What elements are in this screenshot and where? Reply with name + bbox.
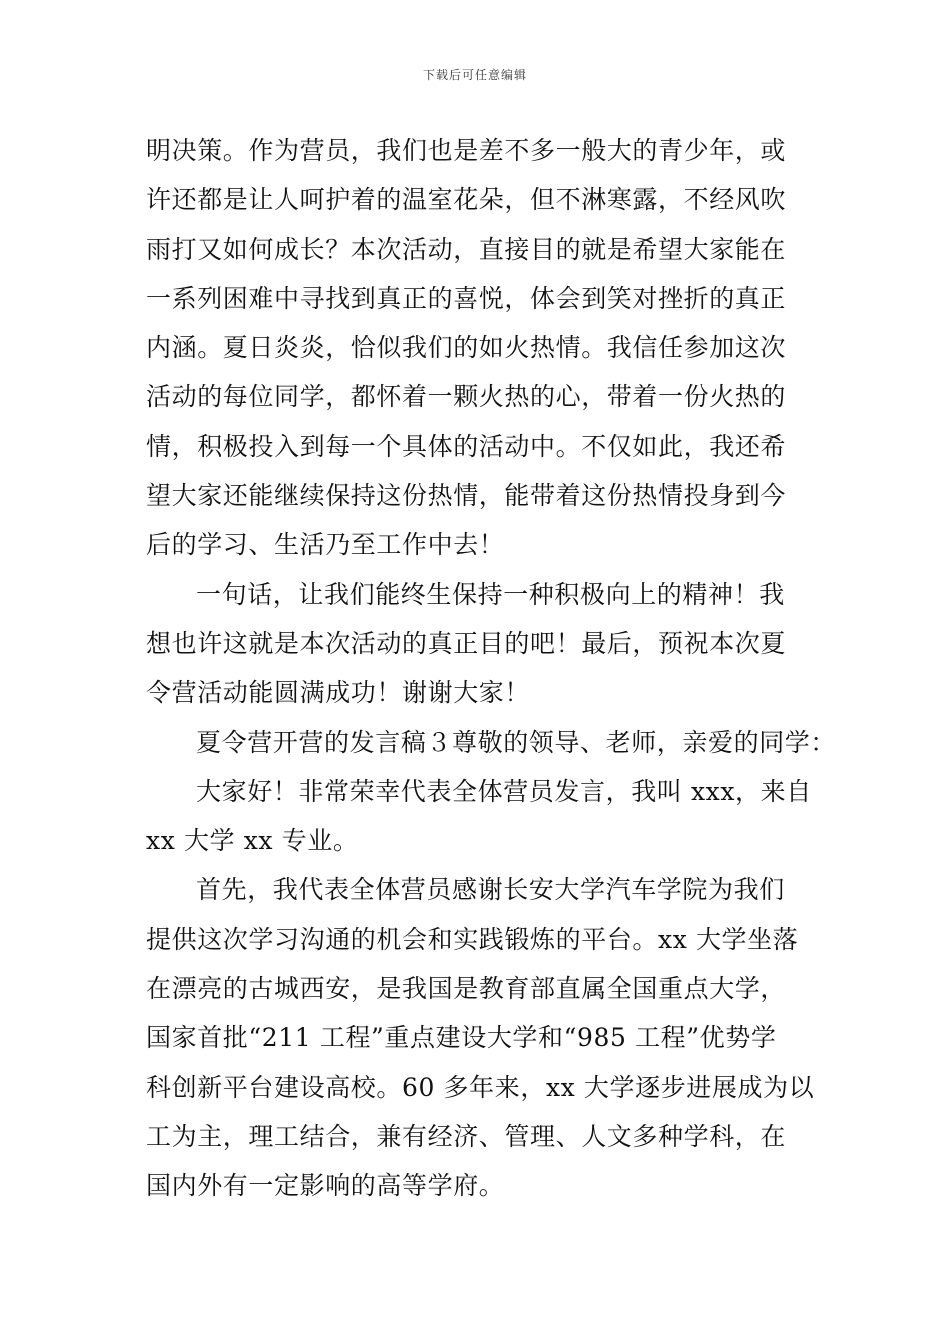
paragraph-first-line: 一句话，让我们能终生保持一种积极向上的精神！我 (196, 579, 785, 609)
text-line: 后的学习、生活乃至工作中去！ (146, 530, 505, 560)
text-line: 在漂亮的古城西安，是我国是教育部直属全国重点大学， (146, 974, 787, 1004)
paragraph-first-line: 首先，我代表全体营员感谢长安大学汽车学院为我们 (196, 875, 785, 905)
text-line: 一系列困难中寻找到真正的喜悦，体会到笑对挫折的真正 (146, 283, 787, 313)
text-line: 想也许这就是本次活动的真正目的吧！最后，预祝本次夏 (146, 628, 787, 658)
text-line: 国家首批“211 工程”重点建设大学和“985 工程”优势学 (146, 1023, 777, 1053)
text-line: 情，积极投入到每一个具体的活动中。不仅如此，我还希 (146, 431, 787, 461)
text-line: 提供这次学习沟通的机会和实践锻炼的平台。xx 大学坐落 (146, 924, 799, 954)
header-note: 下载后可任意编辑 (422, 68, 527, 82)
text-line: 明决策。作为营员，我们也是差不多一般大的青少年，或 (146, 136, 787, 165)
paragraph-first-line: 夏令营开营的发言稿３尊敬的领导、老师，亲爱的同学： (196, 727, 837, 757)
text-line: 许还都是让人呵护着的温室花朵，但不淋寒露，不经风吹 (146, 185, 787, 215)
text-line: 科创新平台建设高校。60 多年来，xx 大学逐步进展成为以 (146, 1072, 815, 1102)
text-line: 工为主，理工结合，兼有经济、管理、人文多种学科，在 (146, 1121, 787, 1151)
text-line: 令营活动能圆满成功！谢谢大家！ (146, 678, 531, 708)
paragraph-first-line: 大家好！非常荣幸代表全体营员发言，我叫 xxx，来自 (196, 776, 812, 806)
text-line: xx 大学 xx 专业。 (146, 826, 359, 856)
text-line: 雨打又如何成长？本次活动，直接目的就是希望大家能在 (146, 234, 787, 264)
text-line: 望大家还能继续保持这份热情，能带着这份热情投身到今 (146, 481, 787, 511)
text-line: 内涵。夏日炎炎，恰似我们的如火热情。我信任参加这次 (146, 333, 787, 363)
body-text (146, 126, 837, 1211)
text-line: 国内外有一定影响的高等学府。 (146, 1171, 505, 1201)
text-line: 活动的每位同学，都怀着一颗火热的心，带着一份火热的 (146, 382, 787, 412)
